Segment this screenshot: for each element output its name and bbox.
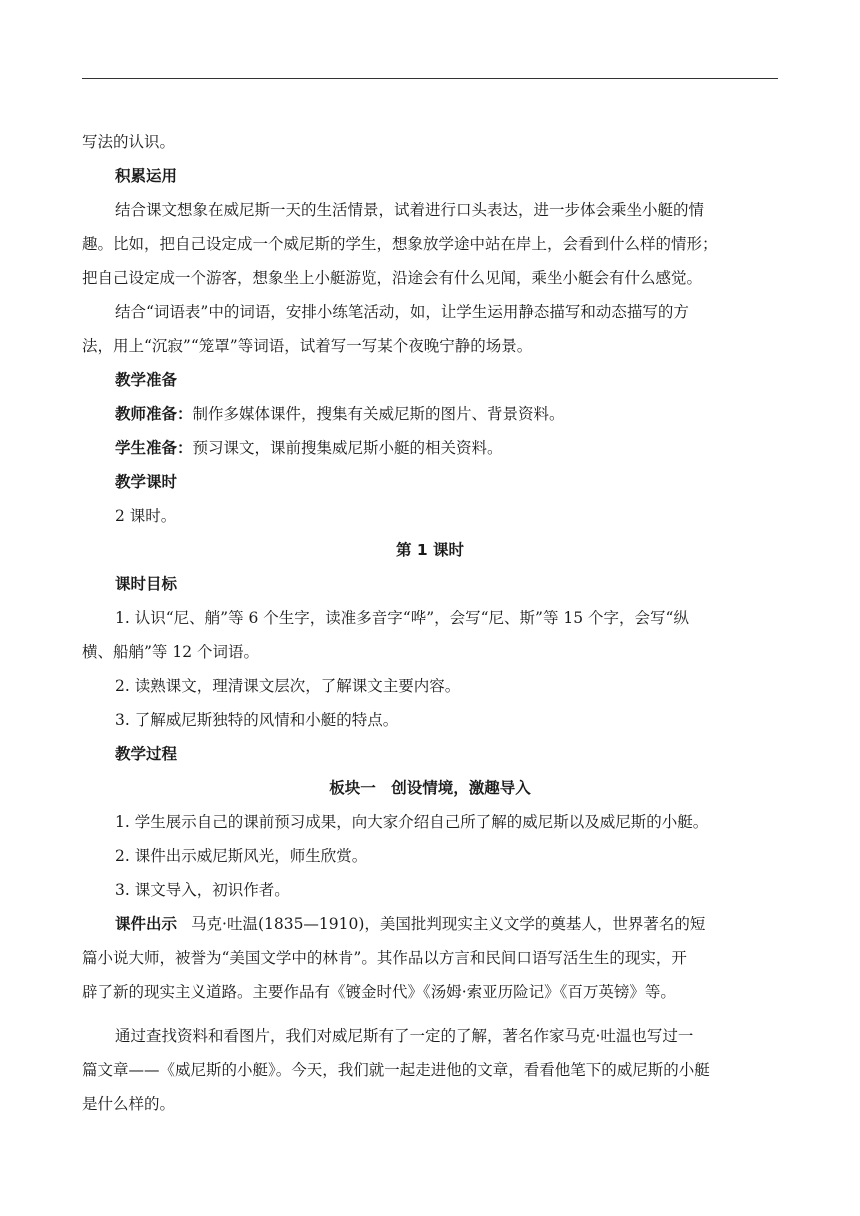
paragraph-line: 结合“词语表”中的词语，安排小练笔活动，如，让学生运用静态描写和动态描写的方	[115, 303, 689, 321]
paragraph-line: 篇文章——《威尼斯的小艇》。今天，我们就一起走进他的文章，看看他笔下的威尼斯的小艇	[82, 1061, 710, 1079]
teacher-preparation-label: 教师准备：	[115, 405, 193, 423]
paragraph-line: 把自己设定成一个游客，想象坐上小艇游览，沿途会有什么见闻，乘坐小艇会有什么感觉。	[82, 269, 703, 287]
courseware-label: 课件出示	[115, 915, 178, 933]
document-body	[82, 125, 778, 1121]
goal-item-continued: 横、船艄”等 12 个词语。	[82, 643, 260, 661]
block-title: 板块一 创设情境，激趣导入	[329, 779, 531, 797]
step-item: 3. 课文导入，初识作者。	[115, 881, 290, 899]
goal-item: 1. 认识“尼、艄”等 6 个生字，读准多音字“哗”，会写“尼、斯”等 15 个字，会写“纵	[115, 609, 689, 627]
paragraph-line: 趣。比如，把自己设定成一个威尼斯的学生，想象放学途中站在岸上，会看到什么样的情形；	[82, 235, 718, 253]
courseware-line: 篇小说大师，被誉为“美国文学中的林肯”。其作品以方言和民间口语写活生生的现实，开	[82, 949, 687, 967]
teacher-preparation-text: 制作多媒体课件，搜集有关威尼斯的图片、背景资料。	[192, 405, 565, 423]
section-heading-goals: 课时目标	[115, 575, 178, 593]
student-preparation-text: 预习课文，课前搜集威尼斯小艇的相关资料。	[192, 439, 503, 457]
paragraph-line: 法，用上“沉寂”“笼罩”等词语，试着写一写某个夜晚宁静的场景。	[82, 337, 533, 355]
student-preparation	[82, 431, 778, 465]
section-heading-process: 教学过程	[115, 745, 178, 763]
section-heading-periods: 教学课时	[115, 473, 178, 491]
periods-text: 2 课时。	[115, 507, 177, 525]
step-item: 2. 课件出示威尼斯风光，师生欣赏。	[115, 847, 368, 865]
paragraph-line: 写法的认识。	[82, 133, 176, 151]
section-heading-accumulate: 积累运用	[115, 167, 178, 185]
header-rule	[82, 78, 778, 79]
paragraph-line: 通过查找资料和看图片，我们对威尼斯有了一定的了解，著名作家马克·吐温也写过一	[115, 1027, 694, 1045]
teacher-preparation	[82, 397, 778, 431]
section-heading-preparation: 教学准备	[115, 371, 178, 389]
student-preparation-label: 学生准备：	[115, 439, 193, 457]
paragraph-line: 是什么样的。	[82, 1095, 176, 1113]
courseware-line	[82, 907, 778, 941]
paragraph-line: 结合课文想象在威尼斯一天的生活情景，试着进行口头表达，进一步体会乘坐小艇的情	[115, 201, 705, 219]
lesson-title: 第 1 课时	[395, 541, 465, 559]
goal-item: 3. 了解威尼斯独特的风情和小艇的特点。	[115, 711, 399, 729]
courseware-text: 马克·吐温(1835—1910)，美国批判现实主义文学的奠基人，世界著名的短	[191, 915, 706, 933]
goal-item: 2. 读熟课文，理清课文层次，了解课文主要内容。	[115, 677, 461, 695]
step-item: 1. 学生展示自己的课前预习成果，向大家介绍自己所了解的威尼斯以及威尼斯的小艇。	[115, 813, 709, 831]
courseware-line: 辟了新的现实主义道路。主要作品有《镀金时代》《汤姆·索亚历险记》《百万英镑》等。	[82, 983, 676, 1001]
